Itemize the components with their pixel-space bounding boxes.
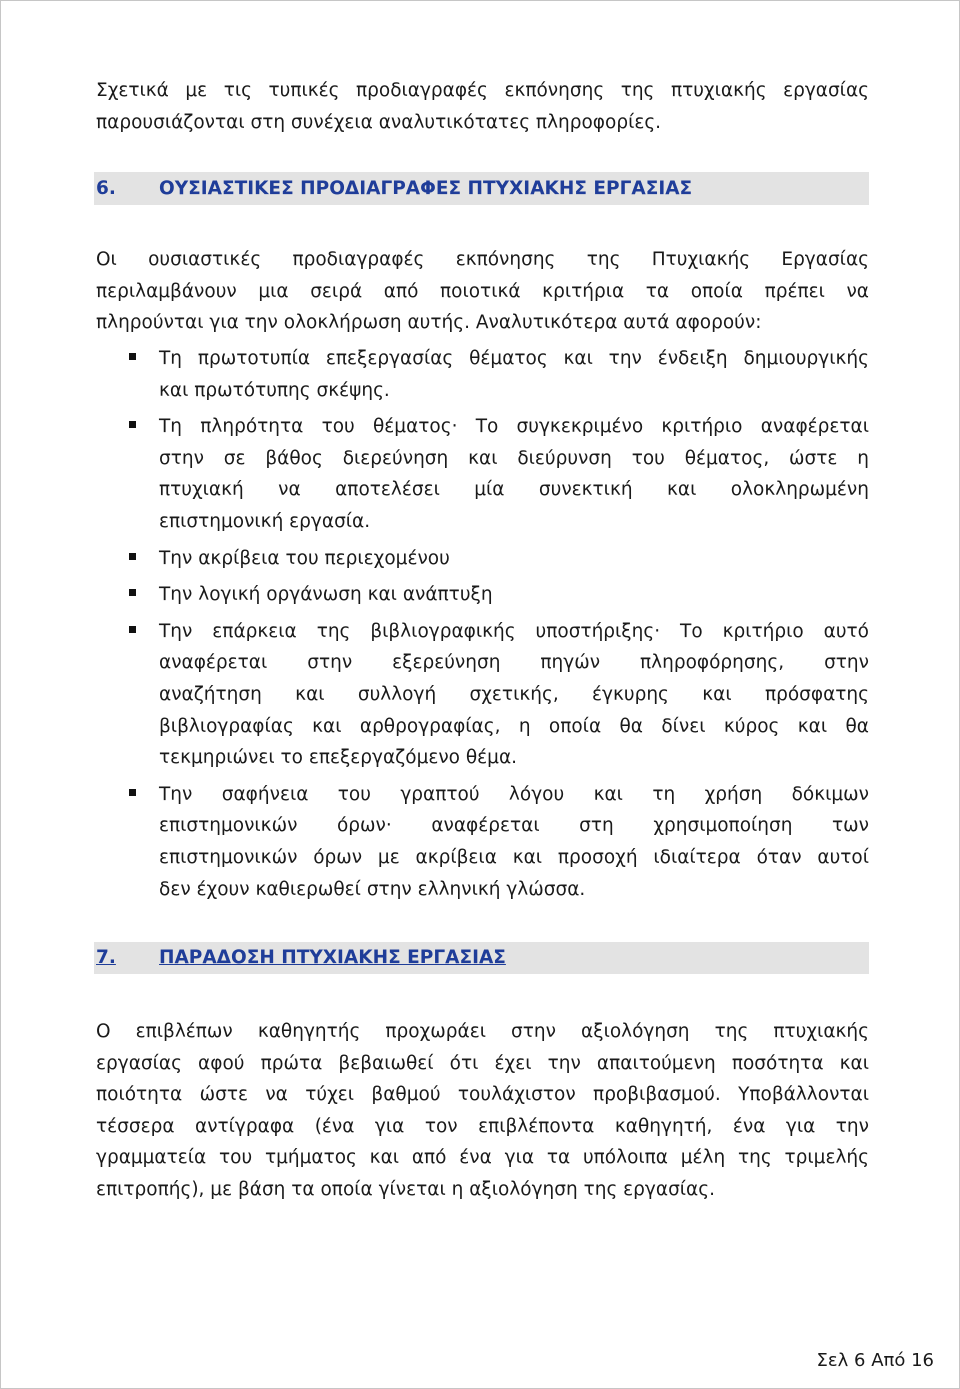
square-bullet-icon bbox=[129, 353, 136, 360]
square-bullet-icon bbox=[129, 421, 136, 428]
list-item-line: βιβλιογραφίας και αρθρογραφίας, η οποία θα δίνει κύρος και θα bbox=[159, 715, 869, 737]
list-item-line: Τη πληρότητα του θέματος· Το συγκεκριμένο κριτήριο αναφέρεται bbox=[159, 416, 869, 438]
square-bullet-icon bbox=[129, 626, 136, 633]
square-bullet-icon bbox=[129, 789, 136, 796]
list-item-line: πτυχιακή να αποτελέσει μία συνεκτική και ολοκληρωμένη bbox=[159, 479, 869, 501]
heading-number: 6. bbox=[96, 178, 116, 199]
paragraph-line: ποιότητα ώστε να τύχει βαθμού τουλάχιστον προβιβασμού. Υποβάλλονται bbox=[96, 1084, 869, 1106]
list-item-line: δεν έχουν καθιερωθεί στην ελληνική γλώσσα. bbox=[159, 878, 586, 900]
heading-title: ΠΑΡΑΔΟΣΗ ΠΤΥΧΙΑΚΗΣ ΕΡΓΑΣΙΑΣ bbox=[159, 947, 506, 968]
paragraph-line: γραμματεία του τμήματος και από ένα για τα υπόλοιπα μέλη της τριμελής bbox=[96, 1147, 869, 1169]
paragraph-line: παρουσιάζονται στη συνέχεια αναλυτικότατες πληροφορίες. bbox=[96, 111, 662, 133]
square-bullet-icon bbox=[129, 589, 136, 596]
section-7-heading bbox=[94, 942, 869, 974]
list-item-line: αναφέρεται στην εξερεύνηση πηγών πληροφόρησης, στην bbox=[159, 652, 869, 674]
heading-title: ΟΥΣΙΑΣΤΙΚΕΣ ΠΡΟΔΙΑΓΡΑΦΕΣ ΠΤΥΧΙΑΚΗΣ ΕΡΓΑΣΙΑΣ bbox=[159, 178, 693, 199]
list-item-line: και πρωτότυπης σκέψης. bbox=[159, 379, 390, 401]
criteria-item bbox=[96, 343, 869, 406]
list-item-line: στην σε βάθος διερεύνηση και διεύρυνση του θέματος, ώστε η bbox=[159, 447, 869, 469]
criteria-item bbox=[96, 579, 869, 611]
section-7-paragraph bbox=[96, 1016, 869, 1206]
paragraph-line: εργασίας αφού πρώτα βεβαιωθεί ότι έχει την απαιτούμενη ποσότητα και bbox=[96, 1052, 869, 1074]
heading-number: 7. bbox=[96, 947, 116, 968]
list-item-line: επιστημονικών όρων με ακρίβεια και προσοχή ιδιαίτερα όταν αυτοί bbox=[159, 846, 869, 868]
list-item-line: Την σαφήνεια του γραπτού λόγου και τη χρήση δόκιμων bbox=[159, 783, 869, 805]
intro-paragraph bbox=[96, 75, 869, 138]
list-item-line: επιστημονικών όρων· αναφέρεται στη χρησιμοποίηση των bbox=[159, 815, 869, 837]
criteria-list bbox=[96, 343, 869, 910]
paragraph-line: Σχετικά με τις τυπικές προδιαγραφές εκπόνησης της πτυχιακής εργασίας bbox=[96, 80, 869, 101]
list-item-line: Την επάρκεια της βιβλιογραφικής υποστήριξης· Το κριτήριο αυτό bbox=[159, 620, 869, 642]
square-bullet-icon bbox=[129, 553, 136, 560]
list-item-line: αναζήτηση και συλλογή σχετικής, έγκυρης και πρόσφατης bbox=[159, 683, 869, 705]
criteria-item bbox=[96, 779, 869, 905]
list-item-line: Τη πρωτοτυπία επεξεργασίας θέματος και την ένδειξη δημιουργικής bbox=[159, 348, 869, 369]
criteria-item bbox=[96, 616, 869, 774]
list-item-line: επιστημονική εργασία. bbox=[159, 510, 371, 532]
footer-page-number: Σελ 6 Από 16 bbox=[816, 1350, 934, 1371]
list-item-line: Την λογική οργάνωση και ανάπτυξη bbox=[159, 584, 493, 606]
paragraph-line: τέσσερα αντίγραφα (ένα για τον επιβλέποντα καθηγητή, ένα για την bbox=[96, 1115, 869, 1137]
paragraph-line: Ο επιβλέπων καθηγητής προχωράει στην αξιολόγηση της πτυχιακής bbox=[96, 1021, 869, 1042]
paragraph-line: Οι ουσιαστικές προδιαγραφές εκπόνησης της Πτυχιακής Εργασίας bbox=[96, 249, 869, 270]
criteria-item bbox=[96, 411, 869, 537]
list-item-line: τεκμηριώνει το επεξεργαζόμενο θέμα. bbox=[159, 747, 518, 769]
section-6-heading bbox=[94, 172, 869, 205]
list-item-line: Την ακρίβεια του περιεχομένου bbox=[159, 547, 450, 569]
criteria-item bbox=[96, 543, 869, 575]
paragraph-line: πληρούνται για την ολοκλήρωση αυτής. Αναλυτικότερα αυτά αφορούν: bbox=[96, 312, 762, 334]
paragraph-line: επιτροπής), με βάση τα οποία γίνεται η αξιολόγηση της εργασίας. bbox=[96, 1178, 715, 1200]
section-6-paragraph bbox=[96, 244, 869, 339]
paragraph-line: περιλαμβάνουν μια σειρά από ποιοτικά κριτήρια τα οποία πρέπει να bbox=[96, 280, 869, 302]
